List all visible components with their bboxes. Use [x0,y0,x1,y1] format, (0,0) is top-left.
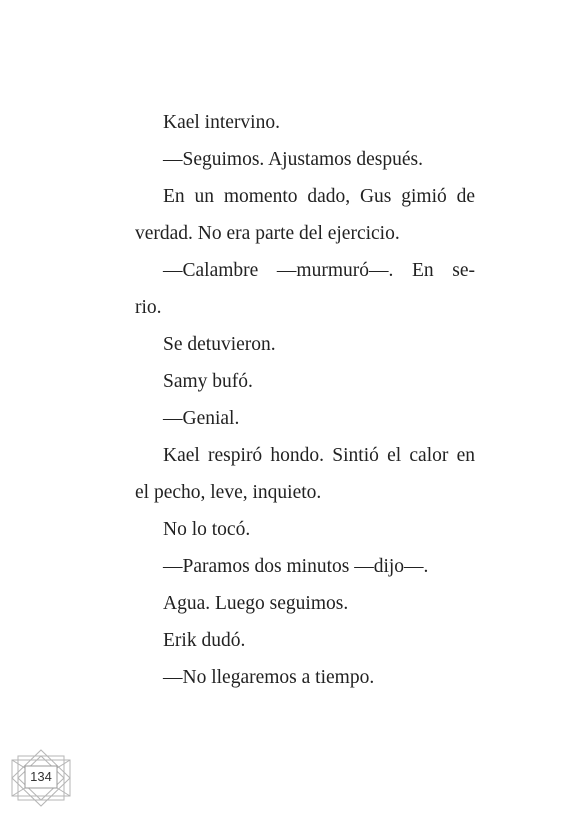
paragraph-line: —Seguimos. Ajustamos después. [163,149,424,170]
paragraph-line: No lo tocó. [163,519,251,540]
paragraph-line: En un momento dado, Gus gimió de [163,186,475,207]
paragraph-line: verdad. No era parte del ejercicio. [135,223,400,244]
paragraph-line: —No llegaremos a tiempo. [163,667,375,688]
paragraph-line: Se detuvieron. [163,334,276,355]
paragraph-line: Kael respiró hondo. Sintió el calor en [163,445,475,466]
paragraph-line: —Calambre —murmuró—. En se- [163,260,475,281]
paragraph-line: Agua. Luego seguimos. [163,593,349,614]
paragraph-line: —Genial. [163,408,240,429]
paragraph-line: —Paramos dos minutos —dijo—. [163,556,429,577]
page-number: 134 [30,769,52,784]
paragraph-line: Erik dudó. [163,630,246,651]
paragraph-line: Samy bufó. [163,371,253,392]
paragraph-line: rio. [135,297,162,318]
paragraph-line: el pecho, leve, inquieto. [135,482,322,503]
paragraph-line: Kael intervino. [163,112,280,133]
body-text [135,104,475,696]
